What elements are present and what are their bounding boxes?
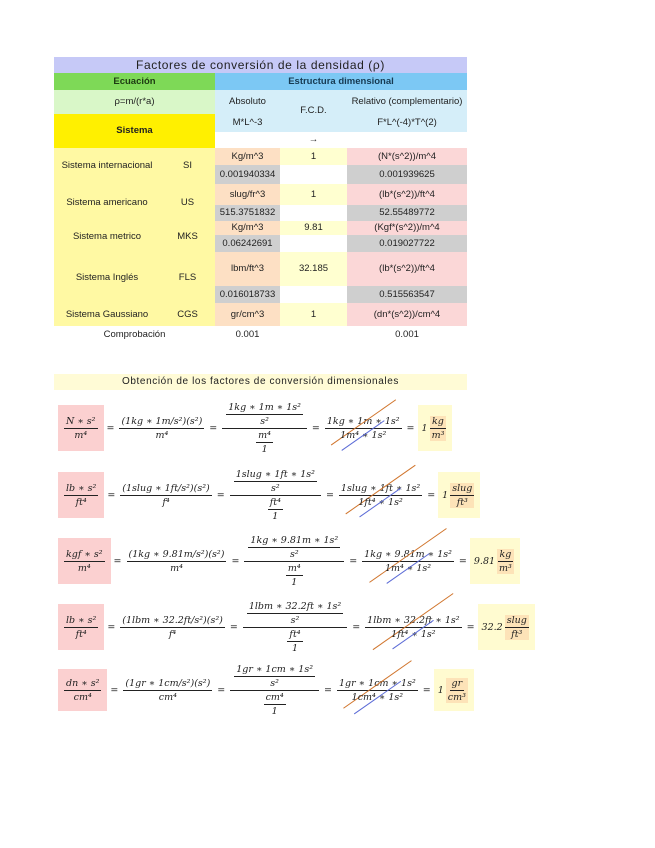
arrow-icon: →	[280, 132, 347, 148]
equals-sign: =	[113, 555, 122, 567]
equals-sign: =	[107, 489, 116, 501]
step2-inner	[248, 535, 340, 560]
step3-fraction	[365, 615, 461, 640]
equals-sign: =	[209, 422, 218, 434]
equals-sign: =	[311, 422, 320, 434]
relative-unit: (lb*(s^2))/ft^4	[347, 252, 467, 286]
relative-value: 0.001939625	[347, 165, 467, 184]
step1-fraction	[127, 549, 227, 574]
equals-sign: =	[422, 684, 431, 696]
result-fraction	[446, 678, 468, 703]
step1-denominator: m⁴	[155, 429, 169, 441]
result-fraction	[430, 416, 447, 441]
absolute-value: 0.06242691	[215, 235, 280, 252]
system-name: Sistema internacional	[54, 148, 160, 184]
equation-lhs	[58, 405, 104, 451]
fcd-value: 1	[280, 184, 347, 205]
step2-fraction	[222, 402, 307, 455]
step1-numerator: (1gr ∗ 1cm/s²)(s²)	[125, 677, 211, 689]
step2-numerator: 1lbm ∗ 32.2ft ∗ 1s²	[248, 600, 342, 612]
result-box	[478, 604, 535, 650]
step1-numerator: (1slug ∗ 1ft/s²)(s²)	[122, 482, 210, 494]
step2-numerator: 1kg ∗ 9.81m ∗ 1s²	[250, 534, 339, 546]
equation-lhs	[58, 669, 107, 711]
step2-fraction	[230, 469, 321, 522]
step2-mid: s²	[270, 677, 279, 689]
system-name: Sistema Inglés	[54, 252, 160, 303]
result-box	[418, 405, 453, 451]
equals-sign: =	[325, 489, 334, 501]
absolute-value: 0.001940334	[215, 165, 280, 184]
system-name: Sistema metrico	[54, 221, 160, 252]
step2-inner	[226, 402, 303, 427]
step2-inner	[247, 601, 343, 626]
step1-denominator: cm⁴	[158, 691, 177, 703]
lhs-numerator: N ∗ s²	[66, 415, 96, 427]
relative-unit: (Kgf*(s^2))/m^4	[347, 221, 467, 235]
result-denominator: m³	[499, 562, 512, 574]
result-numerator: slug	[452, 482, 473, 494]
lhs-fraction	[64, 483, 98, 508]
equals-sign: =	[217, 684, 226, 696]
step2-fraction	[244, 535, 344, 588]
step2-denominator: ft⁴	[289, 628, 301, 640]
step2-lower	[268, 497, 283, 522]
step1-denominator: f⁴	[168, 628, 177, 640]
result-coefficient: 1	[442, 489, 449, 501]
system-name: Sistema Gaussiano	[54, 303, 160, 326]
step2-one: 1	[291, 576, 298, 588]
relative-value: 0.515563547	[347, 286, 467, 303]
step1-fraction	[119, 416, 204, 441]
step2-denominator: m⁴	[258, 429, 271, 441]
equals-sign: =	[229, 621, 238, 633]
step2-one: 1	[261, 443, 268, 455]
system-abbr: CGS	[160, 303, 215, 326]
step1-fraction	[120, 615, 225, 640]
equation-row	[58, 600, 535, 654]
step2-one: 1	[291, 642, 299, 654]
equation-row	[58, 401, 452, 455]
step2-denominator: m⁴	[287, 562, 301, 574]
equals-sign: =	[352, 621, 361, 633]
relative-unit: (lb*(s^2))/ft^4	[347, 184, 467, 205]
comprobacion-absolute: 0.001	[235, 329, 260, 340]
step1-fraction	[120, 483, 211, 508]
equation-row	[58, 534, 520, 588]
result-denominator: ft³	[511, 628, 523, 640]
result-fraction	[497, 549, 514, 574]
equals-sign: =	[107, 621, 116, 633]
lhs-denominator: ft⁴	[75, 496, 87, 508]
absolute-unit: Kg/m^3	[215, 148, 280, 165]
equals-sign: =	[427, 489, 436, 501]
step2-numerator: 1slug ∗ 1ft ∗ 1s²	[235, 468, 315, 480]
lhs-numerator: kgf ∗ s²	[66, 548, 103, 560]
table-title: Factores de conversión de la densidad (ρ)	[54, 57, 467, 73]
system-abbr: US	[160, 184, 215, 221]
step3-denominator: 1m⁴ ∗ 1s²	[384, 562, 432, 574]
fcd-value: 1	[280, 303, 347, 326]
relativo-dimension: F*L^(-4)*T^(2)	[347, 114, 467, 132]
result-denominator: ft³	[456, 496, 468, 508]
density-formula: ρ=m/(r*a)	[54, 90, 215, 114]
step1-denominator: f⁴	[162, 496, 170, 508]
equals-sign: =	[216, 489, 225, 501]
result-numerator: kg	[432, 415, 444, 427]
result-denominator: cm³	[447, 691, 466, 703]
step2-numerator: 1gr ∗ 1cm ∗ 1s²	[236, 663, 314, 675]
step2-numerator: 1kg ∗ 1m ∗ 1s²	[228, 401, 301, 413]
equals-sign: =	[106, 422, 115, 434]
result-box	[438, 472, 480, 518]
relative-value: 52.55489772	[347, 205, 467, 221]
step2-lower	[264, 692, 286, 717]
lhs-fraction	[64, 416, 98, 441]
result-coefficient: 1	[437, 684, 444, 696]
step2-mid: s²	[290, 614, 300, 626]
result-numerator: kg	[499, 548, 512, 560]
result-fraction	[505, 615, 529, 640]
step3-numerator: 1kg ∗ 9.81m ∗ 1s²	[364, 548, 452, 560]
header-fcd: F.C.D.	[280, 90, 347, 132]
result-denominator: m³	[431, 429, 445, 441]
equals-sign: =	[458, 555, 467, 567]
derivation-title: Obtención de los factores de conversión dimensionales	[54, 374, 467, 390]
absolute-unit: slug/fr^3	[215, 184, 280, 205]
equation-lhs	[58, 604, 104, 650]
step2-inner	[234, 469, 317, 494]
step3-denominator: 1ft⁴ ∗ 1s²	[358, 496, 403, 508]
equals-sign: =	[406, 422, 415, 434]
step2-fraction	[243, 601, 347, 654]
comprobacion-relative: 0.001	[395, 329, 419, 340]
lhs-fraction	[64, 615, 98, 640]
fcd-value: 32.185	[280, 252, 347, 286]
step1-fraction	[123, 678, 212, 703]
step3-denominator: 1cm⁴ ∗ 1s²	[351, 691, 404, 703]
equation-row	[58, 468, 480, 522]
result-numerator: gr	[451, 677, 463, 689]
step3-fraction	[337, 678, 418, 703]
equation-row	[58, 663, 474, 717]
header-absoluto: Absoluto	[215, 90, 280, 114]
step2-lower	[287, 629, 302, 654]
lhs-numerator: lb ∗ s²	[66, 614, 97, 626]
header-ecuacion: Ecuación	[54, 73, 215, 90]
lhs-numerator: lb ∗ s²	[66, 482, 97, 494]
lhs-denominator: m⁴	[74, 429, 88, 441]
absolute-value: 0.016018733	[215, 286, 280, 303]
step2-fraction	[230, 664, 319, 717]
equals-sign: =	[231, 555, 240, 567]
step3-numerator: 1kg ∗ 1m ∗ 1s²	[326, 415, 400, 427]
relative-unit: (dn*(s^2))/cm^4	[347, 303, 467, 326]
relative-value: 0.019027722	[347, 235, 467, 252]
step3-numerator: 1lbm ∗ 32.2ft ∗ 1s²	[367, 614, 460, 626]
step2-mid: s²	[270, 482, 280, 494]
step3-fraction	[339, 483, 422, 508]
absoluto-dimension: M*L^-3	[215, 114, 280, 132]
blank-cell	[347, 132, 467, 148]
step1-denominator: m⁴	[170, 562, 183, 574]
fcd-value: 9.81	[280, 221, 347, 235]
header-relativo: Relativo (complementario)	[347, 90, 467, 114]
header-estructura: Estructura dimensional	[215, 73, 467, 90]
equals-sign: =	[324, 684, 332, 696]
equation-lhs	[58, 538, 111, 584]
result-coefficient: 1	[421, 422, 428, 434]
lhs-denominator: m⁴	[77, 562, 91, 574]
absolute-unit: lbm/ft^3	[215, 252, 280, 286]
equals-sign: =	[466, 621, 475, 633]
step2-mid: s²	[260, 415, 269, 427]
step2-one: 1	[271, 705, 278, 717]
result-box	[434, 669, 474, 711]
result-numerator: slug	[506, 614, 527, 626]
step2-lower	[256, 430, 273, 455]
absolute-unit: gr/cm^3	[215, 303, 280, 326]
lhs-denominator: ft⁴	[75, 628, 87, 640]
system-abbr: MKS	[160, 221, 215, 252]
fcd-value: 1	[280, 148, 347, 165]
lhs-fraction	[64, 678, 101, 703]
lhs-fraction	[64, 549, 105, 574]
result-coefficient: 32.2	[481, 621, 503, 633]
step3-fraction	[325, 416, 402, 441]
equals-sign: =	[349, 555, 358, 567]
result-box	[470, 538, 520, 584]
comprobacion-label: Comprobación	[103, 329, 166, 340]
step2-lower	[286, 563, 303, 588]
step3-denominator: 1ft⁴ ∗ 1s²	[391, 628, 436, 640]
system-name: Sistema americano	[54, 184, 160, 221]
step2-denominator: cm⁴	[265, 691, 284, 703]
step3-numerator: 1slug ∗ 1ft ∗ 1s²	[340, 482, 421, 494]
equation-lhs	[58, 472, 104, 518]
step2-inner	[234, 664, 315, 689]
relative-unit: (N*(s^2))/m^4	[347, 148, 467, 165]
step3-denominator: 1m⁴ ∗ 1s²	[340, 429, 387, 441]
system-abbr: SI	[160, 148, 215, 184]
step2-one: 1	[272, 510, 279, 522]
equals-sign: =	[110, 684, 119, 696]
step1-numerator: (1kg ∗ 9.81m/s²)(s²)	[128, 548, 225, 560]
result-coefficient: 9.81	[473, 555, 496, 567]
step1-numerator: (1kg ∗ 1m/s²)(s²)	[121, 415, 203, 427]
absolute-value: 515.3751832	[215, 205, 280, 221]
step2-denominator: ft⁴	[269, 496, 281, 508]
step3-fraction	[362, 549, 454, 574]
result-fraction	[450, 483, 474, 508]
lhs-numerator: dn ∗ s²	[66, 677, 100, 689]
step2-mid: s²	[289, 548, 299, 560]
step3-numerator: 1gr ∗ 1cm ∗ 1s²	[339, 677, 416, 689]
blank-cell	[215, 132, 280, 148]
header-sistema: Sistema	[54, 114, 215, 148]
system-abbr: FLS	[160, 252, 215, 303]
absolute-unit: Kg/m^3	[215, 221, 280, 235]
lhs-denominator: cm⁴	[73, 691, 92, 703]
step1-numerator: (1lbm ∗ 32.2ft/s²)(s²)	[122, 614, 223, 626]
